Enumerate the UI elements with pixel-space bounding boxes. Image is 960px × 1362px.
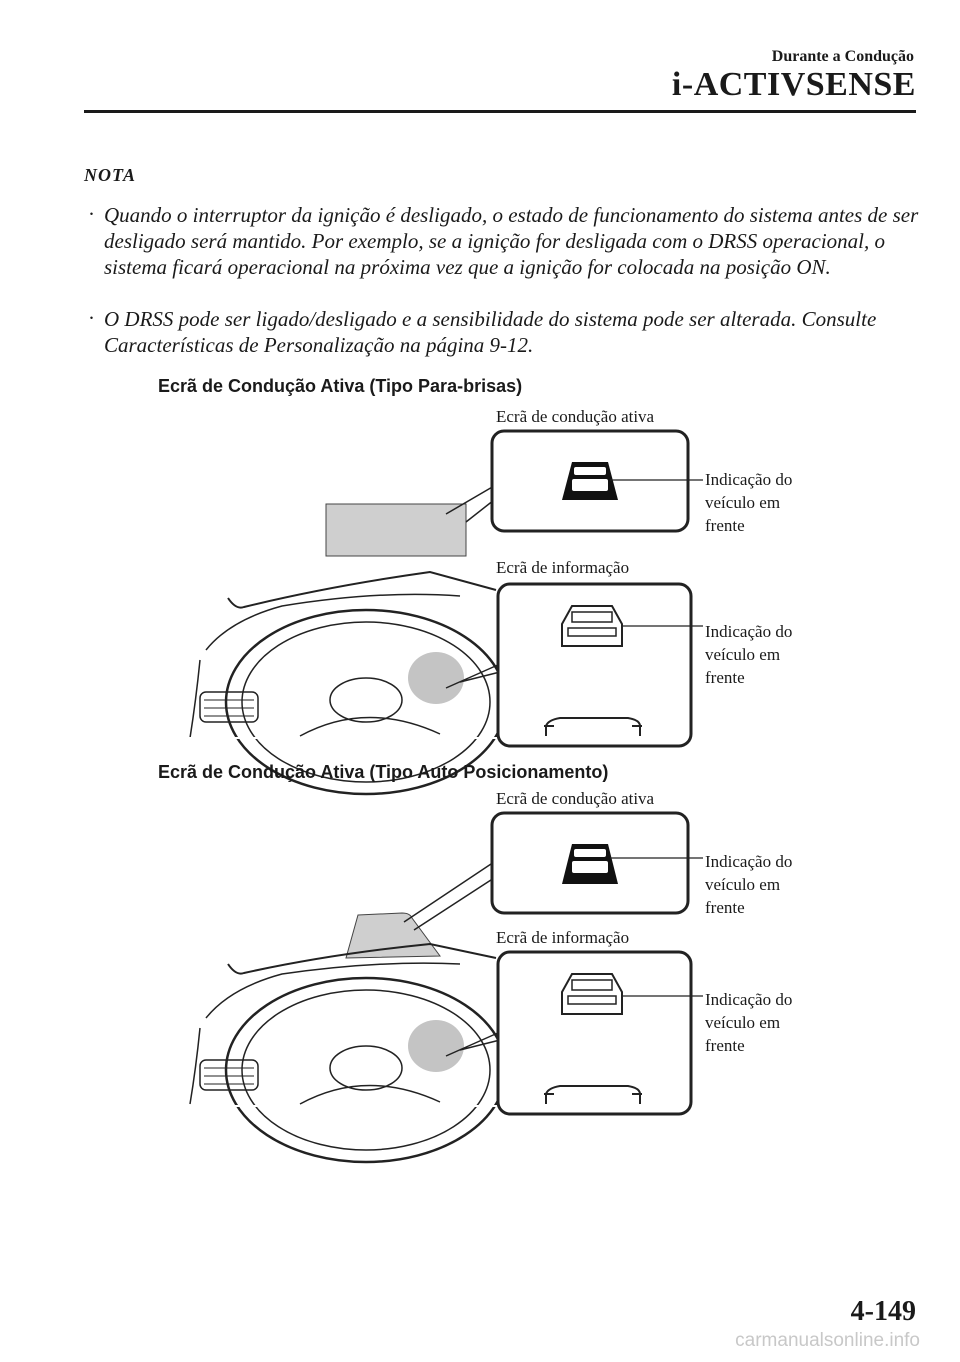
steering-center [330, 1046, 402, 1090]
dashboard-line [206, 963, 460, 1018]
page-number: 4-149 [850, 1296, 916, 1327]
info-display-label: Ecrã de informação [496, 928, 630, 947]
vehicle-ahead-label: Indicação do veículo em frente [705, 470, 793, 535]
watermark: carmanualsonline.info [735, 1330, 920, 1351]
figure-caption: Ecrã de Condução Ativa (Tipo Auto Posicionamento) [158, 762, 609, 782]
steering-wheel-inner [242, 990, 490, 1150]
meter-display-highlight [408, 1020, 464, 1072]
active-display-label: Ecrã de condução ativa [496, 789, 655, 808]
note-heading: NOTA [84, 165, 137, 185]
bullet-glyph: · [88, 202, 95, 226]
section-title: Durante a Condução [771, 48, 914, 65]
info-display-panel [498, 952, 691, 1114]
note-bullet-text: O DRSS pode ser ligado/desligado e a sensibilidade do sistema pode ser alterada. Consulte Características de Personalização na página 9-12. [104, 307, 877, 357]
vehicle-ahead-label: Indicação do veículo em frente [705, 990, 793, 1055]
combiner-display [346, 913, 440, 958]
steering-hub [300, 1085, 440, 1104]
vehicle-ahead-label: Indicação do veículo em frente [705, 852, 793, 917]
dashboard-side [190, 1028, 200, 1104]
info-display-label: Ecrã de informação [496, 558, 630, 577]
steering-wheel [226, 978, 506, 1162]
car-window [574, 849, 606, 857]
bullet-glyph: · [88, 306, 95, 330]
vehicle-ahead-label: Indicação do veículo em frente [705, 622, 793, 687]
car-body [572, 861, 608, 873]
figure-caption: Ecrã de Condução Ativa (Tipo Para-brisas) [158, 376, 523, 396]
callout-line [404, 862, 494, 930]
note-bullet-text: Quando o interruptor da ignição é desligado, o estado de funcionamento do sistema antes de ser desligado será mantido. Por exemplo, se a ignição for desligada com o DRSS operacional, o sistema ficará operacional na próxima vez que a ignição for colocada na posição ON. [104, 203, 919, 279]
chapter-title: i-ACTIVSENSE [671, 66, 916, 103]
active-display-label: Ecrã de condução ativa [496, 407, 655, 426]
